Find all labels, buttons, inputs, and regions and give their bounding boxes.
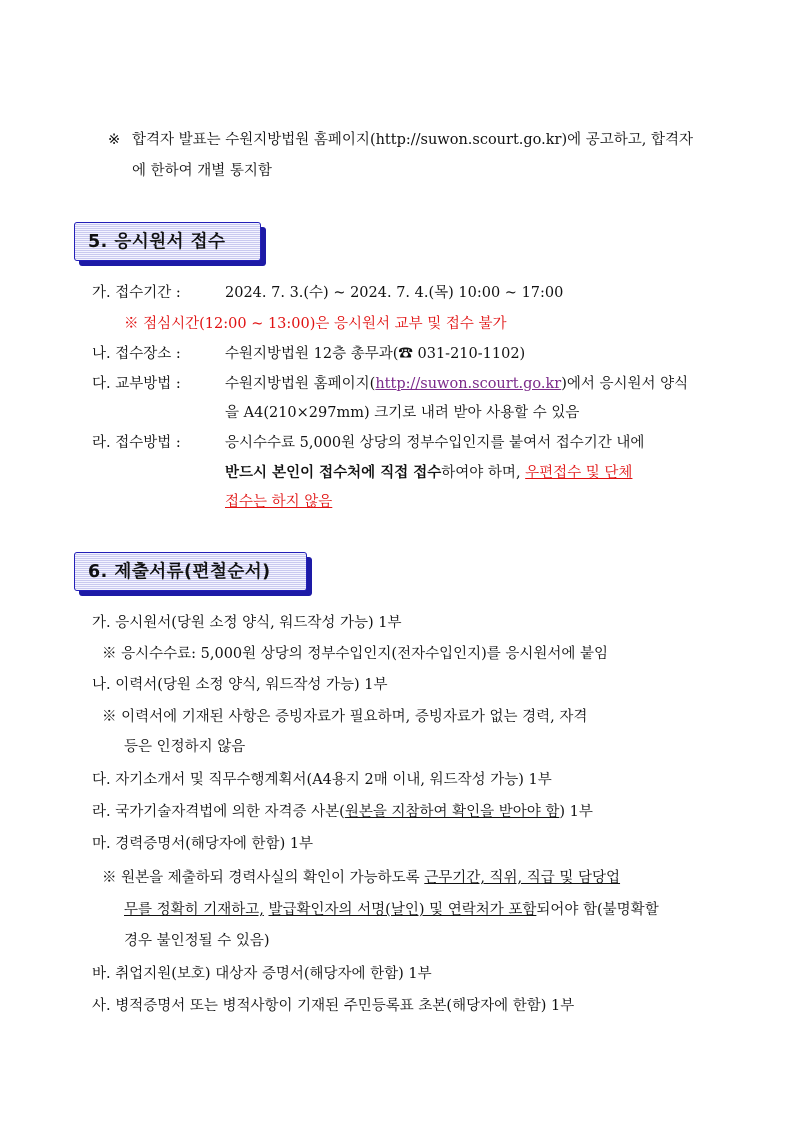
doc-item-e-note-1-pre: ※ 원본을 제출하되 경력사실의 확인이 가능하도록 bbox=[102, 870, 425, 886]
doc-item-a-note: ※ 응시수수료: 5,000원 상당의 정부수입인지(전자수입인지)를 응시원서에 붙임 bbox=[102, 646, 609, 662]
method-mid: 하여야 하며, bbox=[441, 465, 526, 481]
period-value: 2024. 7. 3.(수) ~ 2024. 7. 4.(목) 10:00 ~ 17:00 bbox=[225, 285, 564, 301]
doc-item-e-note-3: 경우 불인정될 수 있음) bbox=[124, 933, 270, 949]
doc-item-e-note-1 bbox=[102, 868, 620, 888]
section-6-header bbox=[74, 552, 312, 596]
doc-item-b: 나. 이력서(당원 소정 양식, 워드작성 가능) 1부 bbox=[92, 677, 388, 693]
distribution-pre: 수원지방법원 홈페이지( bbox=[225, 376, 376, 392]
lunch-note: ※ 점심시간(12:00 ~ 13:00)은 응시원서 교부 및 접수 불가 bbox=[124, 316, 507, 332]
doc-item-d-underlined: 원본을 지참하여 확인을 받아야 함 bbox=[344, 804, 560, 820]
notice-line-1: 합격자 발표는 수원지방법원 홈페이지(http://suwon.scourt.go.kr)에 공고하고, 합격자 bbox=[132, 132, 694, 148]
doc-item-e-note-2-underlined-1: 무를 정확히 기재하고, bbox=[124, 902, 264, 918]
section-5-header bbox=[74, 222, 266, 266]
doc-item-b-note-1: ※ 이력서에 기재된 사항은 증빙자료가 필요하며, 증빙자료가 없는 경력, 자격 bbox=[102, 709, 588, 725]
distribution-label: 다. 교부방법 : bbox=[92, 376, 181, 392]
doc-item-e-note-1-underlined: 근무기간, 직위, 직급 및 담당업 bbox=[424, 870, 621, 886]
doc-item-e-note-2-underlined-2: 발급확인자의 서명(날인) 및 연락처가 포함 bbox=[268, 902, 537, 918]
doc-item-d-post: ) 1부 bbox=[559, 804, 593, 820]
doc-item-b-note-2: 등은 인정하지 않음 bbox=[124, 739, 246, 755]
homepage-link[interactable]: http://suwon.scourt.go.kr bbox=[375, 376, 562, 392]
notice-line-2: 에 한하여 개별 통지함 bbox=[132, 163, 272, 179]
distribution-post: )에서 응시원서 양식 bbox=[561, 376, 689, 392]
distribution-line-1 bbox=[225, 374, 688, 394]
section-6-title: 6. 제출서류(편철순서) bbox=[88, 562, 271, 582]
doc-item-e-note-2-post: 되어야 함(불명확할 bbox=[536, 902, 659, 918]
place-value: 수원지방법원 12층 총무과(☎ 031-210-1102) bbox=[225, 346, 526, 362]
doc-item-e-note-2 bbox=[124, 900, 659, 920]
method-label: 라. 접수방법 : bbox=[92, 435, 181, 451]
period-label: 가. 접수기간 : bbox=[92, 285, 181, 301]
method-line-1: 응시수수료 5,000원 상당의 정부수입인지를 붙여서 접수기간 내에 bbox=[225, 435, 645, 451]
distribution-line-2: 을 A4(210×297mm) 크기로 내려 받아 사용할 수 있음 bbox=[225, 405, 580, 421]
method-red-2: 접수는 하지 않음 bbox=[225, 494, 333, 510]
doc-item-d bbox=[92, 802, 593, 822]
section-5-title: 5. 응시원서 접수 bbox=[88, 232, 226, 252]
method-bold: 반드시 본인이 접수처에 직접 접수 bbox=[225, 464, 442, 481]
doc-item-a: 가. 응시원서(당원 소정 양식, 워드작성 가능) 1부 bbox=[92, 615, 402, 631]
doc-item-e: 마. 경력증명서(해당자에 한함) 1부 bbox=[92, 836, 314, 852]
method-red-1: 우편접수 및 단체 bbox=[525, 465, 633, 481]
method-line-2 bbox=[225, 463, 632, 483]
doc-item-g: 사. 병적증명서 또는 병적사항이 기재된 주민등록표 초본(해당자에 한함) 1부 bbox=[92, 998, 575, 1014]
doc-item-f: 바. 취업지원(보호) 대상자 증명서(해당자에 한함) 1부 bbox=[92, 966, 432, 982]
doc-item-d-pre: 라. 국가기술자격법에 의한 자격증 사본( bbox=[92, 804, 345, 820]
notice-mark: ※ bbox=[108, 132, 121, 148]
doc-item-c: 다. 자기소개서 및 직무수행계획서(A4용지 2매 이내, 워드작성 가능) 1부 bbox=[92, 772, 552, 788]
place-label: 나. 접수장소 : bbox=[92, 346, 181, 362]
